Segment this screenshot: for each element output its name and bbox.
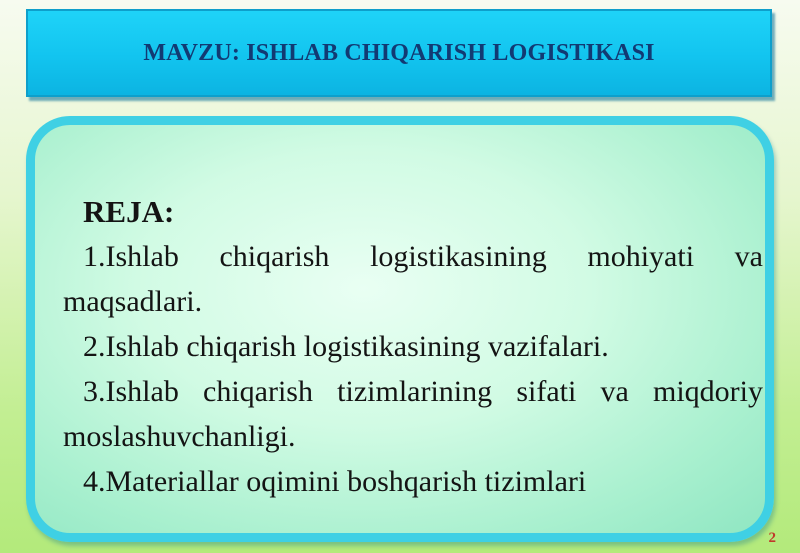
page-number: 2 (768, 530, 776, 546)
title-banner (26, 9, 772, 97)
slide-title: MAVZU: ISHLAB CHIQARISH LOGISTIKASI (143, 39, 655, 66)
plan-item-1: 1.Ishlab chiqarish logistikasining mohiyati va maqsadlari. (63, 240, 763, 318)
plan-content (63, 189, 763, 504)
plan-panel (26, 116, 774, 542)
plan-item-3: 3.Ishlab chiqarish tizimlarining sifati va miqdoriy moslashuvchanligi. (63, 375, 763, 453)
plan-item-2: 2.Ishlab chiqarish logistikasining vazifalari. (83, 330, 609, 363)
plan-heading: REJA: (83, 194, 175, 229)
plan-item-4: 4.Materiallar oqimini boshqarish tizimlari (83, 465, 587, 498)
